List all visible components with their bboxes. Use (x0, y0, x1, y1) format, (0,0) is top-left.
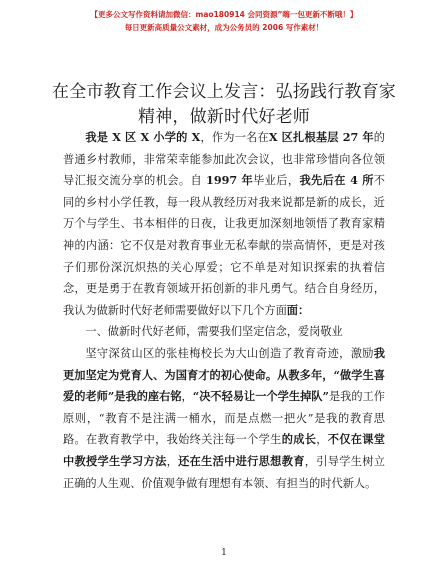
body-text: 不同的乡村小学任教，每一段从教经历对我来说都是新的成长，近万个与学生、书本相伴的日夜，让我更加深刻地领悟了教育家精神的内涵：它不仅是对教育事业无私奉献的崇高情怀，更是对孩子们那份深沉炽热的关心厚爱；它不单是对知识探索的执着信念，更是勇于在教育领域开拓创新的非凡勇气。结合自身经历，我认为做新时代好老师需要做好以下几个方面 (63, 174, 385, 317)
bold-text: 1997 年 (206, 173, 254, 188)
body-text: 的普通乡村教师，非常荣幸能参加此次会议，也非常珍惜向各位领导汇报交流分享的机会。自 (63, 131, 385, 188)
body-text: ， (181, 390, 193, 404)
bold-text: 不仅在课堂中教授学生学习方法 (63, 432, 385, 468)
bold-text: 面： (286, 302, 310, 317)
promo-banner-line-1: 【更多公文写作资料请加微信：mao180914 会同资源”嗨一包更新不断哦！】 (90, 10, 358, 19)
promo-banner-line-2: 每日更新高质量公文素材，成为公务员的 2006 写作素材！ (124, 23, 324, 32)
bold-text: X 区扎根基层 27 年 (268, 130, 374, 144)
bold-text: 我先后在 4 所 (299, 173, 374, 188)
body-text: ，引导学生树立正确的人生观、价值观争做有理想有本领、有担当的时代新人。 (63, 454, 385, 490)
body-text: 坚守深贫山区的张桂梅校长为大山创造了教育奇迹，激励 (85, 346, 374, 360)
body-text: ， (316, 433, 328, 447)
body-text: 毕业后， (253, 174, 300, 188)
page-number: 1 (221, 548, 227, 558)
bold-text: “决不轻易让一个学生掉队” (192, 389, 329, 404)
body-text: 是我的工作原则，“教育不是注满一桶水，而是点燃一把火”是我的教育思路。在教育教学中，我始终关注每一个学生 (63, 390, 385, 447)
document-body (63, 127, 385, 494)
document-title-line-2: 精神，做新时代好老师 (138, 107, 310, 127)
section-heading-1: 一、做新时代好老师，需要我们坚定信念，爱岗敬业 (85, 325, 343, 339)
document-title-line-1: 在全市教育工作会议上发言：弘扬践行教育家 (52, 82, 396, 102)
bold-text: 我更加坚定为党育人、为国育才的初心使命。从教多年，“做学生喜爱的老师”是我的座右铭 (63, 345, 385, 404)
body-text: ， (166, 454, 179, 468)
bold-text: 的成长 (281, 432, 317, 447)
document-title (40, 80, 408, 130)
body-text: ，作为一名在 (200, 131, 269, 144)
bold-text: 我是 X 区 X 小学的 X (85, 130, 201, 144)
paragraph-section-1 (63, 343, 385, 494)
paragraph-intro (63, 127, 385, 321)
promo-banner (0, 8, 448, 34)
bold-text: 还在生活中进行思想教育 (178, 453, 305, 468)
